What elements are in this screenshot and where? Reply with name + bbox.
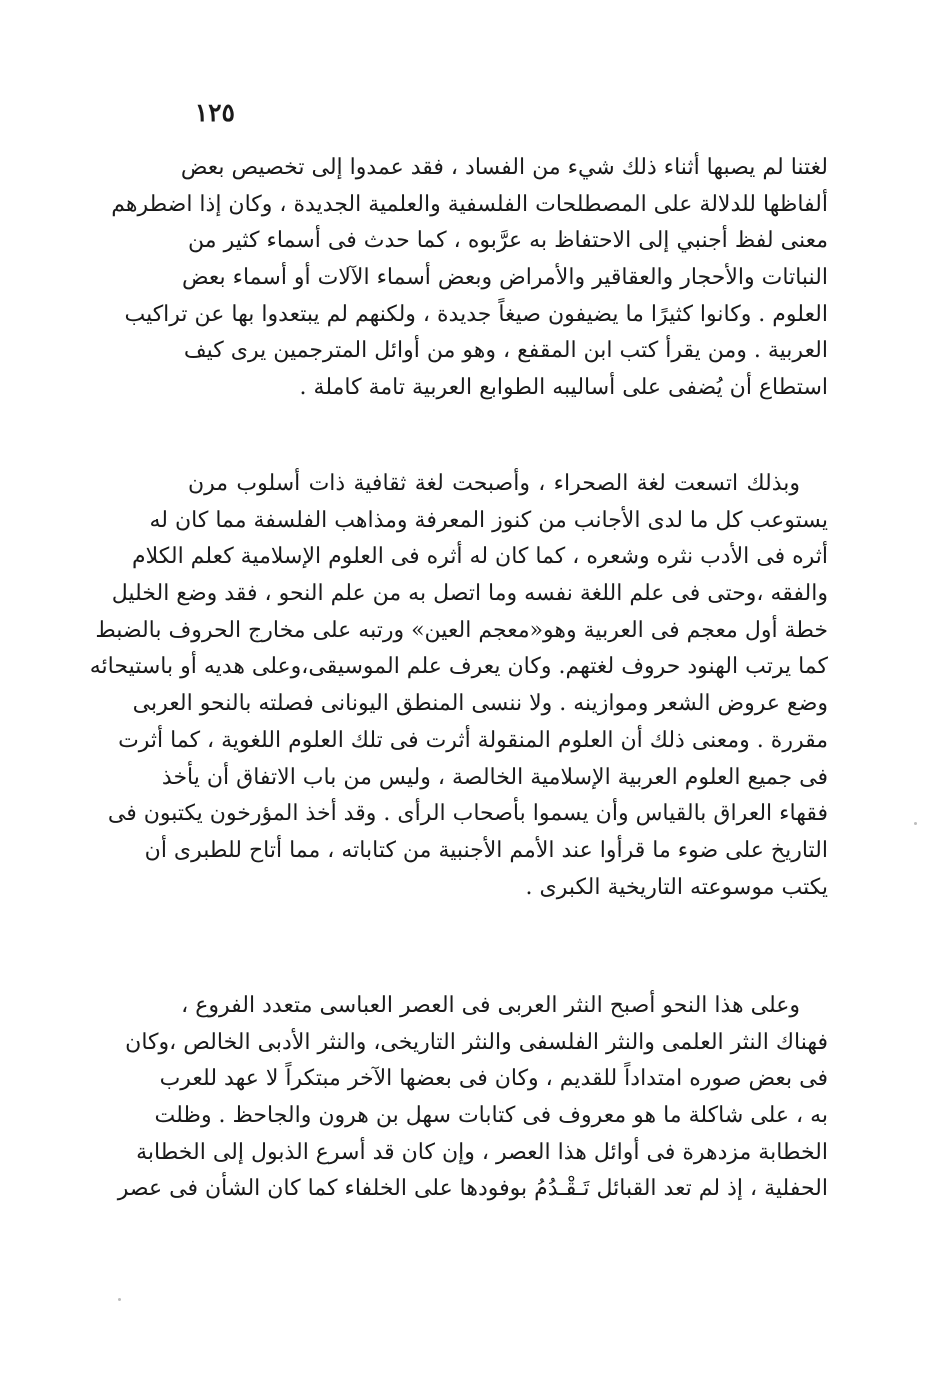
text-line: فى جميع العلوم العربية الإسلامية الخالصة ، وليس من باب الاتفاق أن يأخذ xyxy=(161,764,828,790)
scan-speck xyxy=(118,1298,121,1301)
text-line: كما يرتب الهنود حروف لغتهم. وكان يعرف علم الموسيقى،وعلى هديه أو باستيحائه xyxy=(89,654,828,680)
text-line: فقهاء العراق بالقياس وأن يسموا بأصحاب الرأى . وقد أخذ المؤرخون يكتبون فى xyxy=(107,801,828,827)
text-line: التاريخ على ضوء ما قرأوا عند الأمم الأجنبية من كتاباته ، مما أتاح للطبرى أن xyxy=(144,837,828,863)
paragraph-1 xyxy=(111,150,828,407)
text-line: الحفلية ، إذ لم تعد القبائل تَـقْـدُمُ بوفودها على الخلفاء كما كان الشأن فى عصر xyxy=(117,1176,828,1202)
text-line: وضع عروض الشعر وموازينه . ولا ننسى المنطق اليونانى فصلته بالنحو العربى xyxy=(132,691,828,717)
text-line: العربية . ومن يقرأ كتب ابن المقفع ، وهو من أوائل المترجمين يرى كيف xyxy=(183,338,828,364)
text-line: معنى لفظ أجنبي إلى الاحتفاظ به عرَّبوه ، كما حدث فى أسماء كثير من xyxy=(188,228,828,254)
text-line: ألفاظها للدلالة على المصطلحات الفلسفية والعلمية الجديدة ، وكان إذا اضطرهم xyxy=(111,191,828,217)
paragraph-3 xyxy=(117,988,828,1208)
text-line: خطة أول معجم فى العربية وهو«معجم العين» ورتبه على مخارج الحروف بالضبط xyxy=(95,617,828,643)
text-line: وبذلك اتسعت لغة الصحراء ، وأصبحت لغة ثقافية ذات أسلوب مرن xyxy=(188,471,800,496)
paragraph-2 xyxy=(89,466,828,906)
text-line: يكتب موسوعته التاريخية الكبرى . xyxy=(525,874,828,900)
text-line: يستوعب كل ما لدى الأجانب من كنوز المعرفة ومذاهب الفلسفة مما كان له xyxy=(149,507,828,533)
text-line: وعلى هذا النحو أصبح النثر العربى فى العصر العباسى متعدد الفروع ، xyxy=(181,993,800,1018)
text-line: لغتنا لم يصبها أثناء ذلك شيء من الفساد ، فقد عمدوا إلى تخصيص بعض xyxy=(180,155,828,180)
scan-speck xyxy=(914,822,917,825)
text-line: أثره فى الأدب نثره وشعره ، كما كان له أثره فى العلوم الإسلامية كعلم الكلام xyxy=(131,544,828,570)
text-line: فى بعض صوره امتداداً للقديم ، وكان فى بعضها الآخر مبتكراً لا عهد للعرب xyxy=(159,1066,828,1092)
page-number: ١٢٥ xyxy=(194,98,235,127)
text-line: الخطابة مزدهرة فى أوائل هذا العصر ، وإن كان قد أسرع الذبول إلى الخطابة xyxy=(136,1139,828,1165)
text-line: والفقه ،وحتى فى علم اللغة نفسه وما اتصل به من علم النحو ، فقد وضع الخليل xyxy=(111,581,828,607)
text-line: النباتات والأحجار والعقاقير والأمراض وبعض أسماء الآلات أو أسماء بعض xyxy=(181,265,828,291)
text-line: العلوم . وكانوا كثيرًا ما يضيفون صيغاً جديدة ، ولكنهم لم يبتعدوا بها عن تراكيب xyxy=(124,301,828,327)
text-line: به ، على شاكلة ما هو معروف فى كتابات سهل بن هرون والجاحظ . وظلت xyxy=(154,1103,828,1129)
text-line: استطاع أن يُضفى على أساليبه الطوابع العربية تامة كاملة . xyxy=(299,375,828,401)
text-line: مقررة . ومعنى ذلك أن العلوم المنقولة أثرت فى تلك العلوم اللغوية ، كما أثرت xyxy=(118,727,828,753)
text-line: فهناك النثر العلمى والنثر الفلسفى والنثر التاريخى، والنثر الأدبى الخالص ،وكان xyxy=(125,1029,828,1055)
